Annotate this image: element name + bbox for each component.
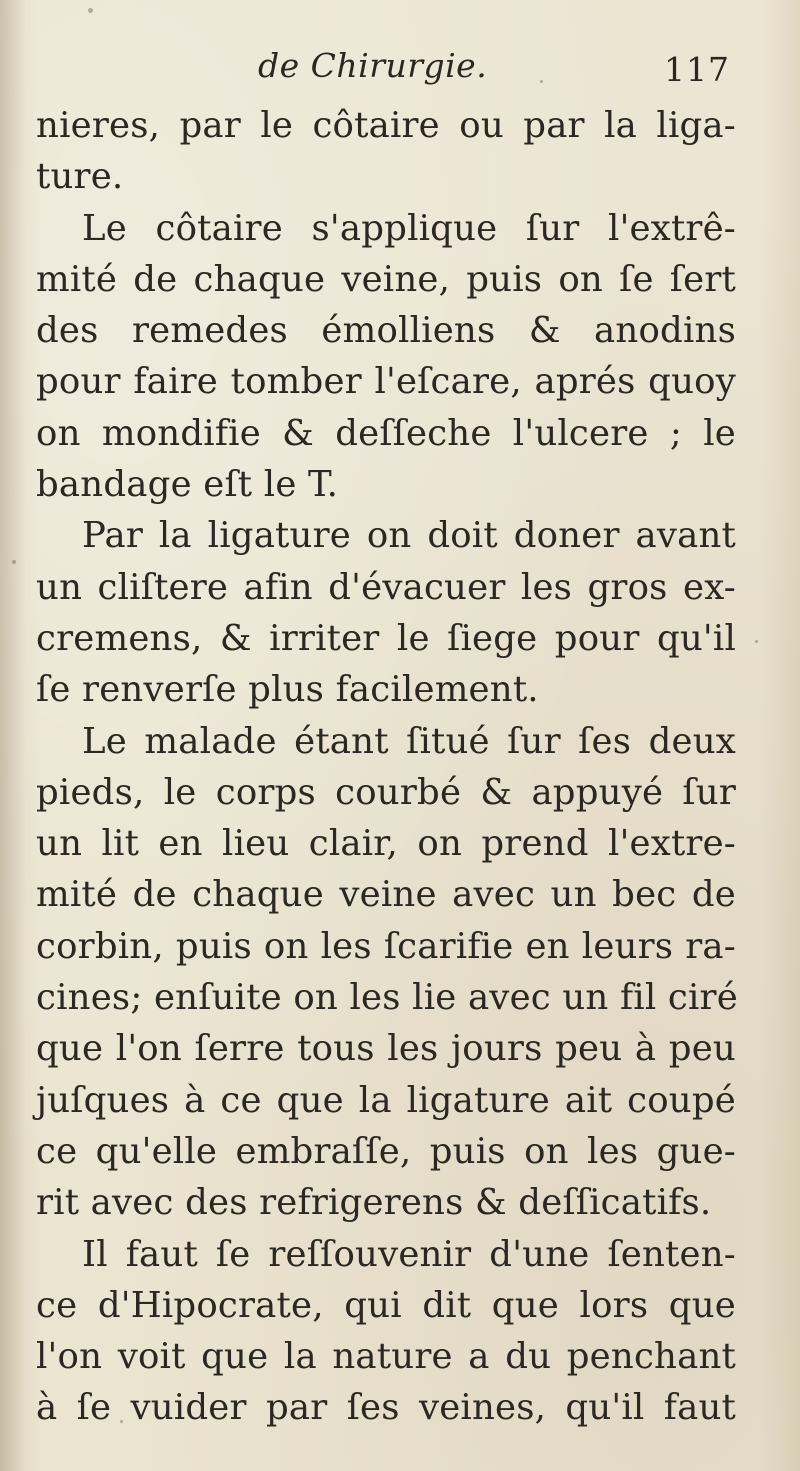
text-line: nieres, par le côtaire ou par la liga-	[36, 105, 736, 146]
body-text	[36, 100, 736, 1434]
text-line: mité de chaque veine, puis on ſe ſert	[36, 258, 736, 300]
text-line: un lit en lieu clair, on prend l'extre-	[36, 823, 736, 865]
text-line: corbin, puis on les ſcarifie en leurs ra-	[36, 925, 736, 967]
ink-speck	[755, 640, 758, 643]
text-line: Il faut ſe reſſouvenir d'une ſenten-	[82, 1233, 736, 1275]
text-line: juſques à ce que la ligature ait coupé	[36, 1079, 736, 1121]
text-line: bandage eſt le T.	[36, 464, 339, 506]
gutter-shadow	[0, 0, 26, 1471]
text-line: cremens, & irriter le ſiege pour qu'il	[36, 617, 736, 659]
text-line: l'on voit que la nature a du penchant	[36, 1336, 736, 1378]
text-line: ce qu'elle embraſſe, puis on les gue-	[36, 1130, 736, 1172]
page-number: 117	[664, 50, 730, 89]
text-line: pour faire tomber l'eſcare, aprés quoy	[36, 361, 736, 403]
text-line: Le malade étant ſitué ſur ſes deux	[82, 720, 736, 762]
text-line: à ſe vuider par ſes veines, qu'il faut	[36, 1387, 736, 1429]
text-line: on mondifie & deſſeche l'ulcere ; le	[36, 412, 736, 454]
text-line: pieds, le corps courbé & appuyé ſur	[36, 771, 736, 813]
text-line: ture.	[36, 156, 124, 198]
text-line: des remedes émolliens & anodins	[36, 310, 736, 352]
ink-speck	[12, 560, 16, 564]
text-line: cines; enſuite on les lie avec un fil ciré	[36, 977, 738, 1019]
ink-speck	[88, 8, 93, 13]
text-line: Par la ligature on doit doner avant	[82, 515, 736, 557]
ink-speck	[540, 80, 543, 83]
text-line: rit avec des refrigerens & deſſicatifs.	[36, 1182, 712, 1224]
text-line: Le côtaire s'applique ſur l'extrê-	[82, 207, 736, 249]
text-line: un cliſtere afin d'évacuer les gros ex-	[36, 566, 736, 608]
text-line: que l'on ſerre tous les jours peu à peu	[36, 1028, 736, 1070]
text-line: mité de chaque veine avec un bec de	[36, 874, 736, 916]
text-line: ſe renverſe plus facilement.	[36, 669, 539, 711]
running-head: de Chirurgie.	[258, 46, 488, 85]
text-line: ce d'Hipocrate, qui dit que lors que	[36, 1284, 736, 1326]
